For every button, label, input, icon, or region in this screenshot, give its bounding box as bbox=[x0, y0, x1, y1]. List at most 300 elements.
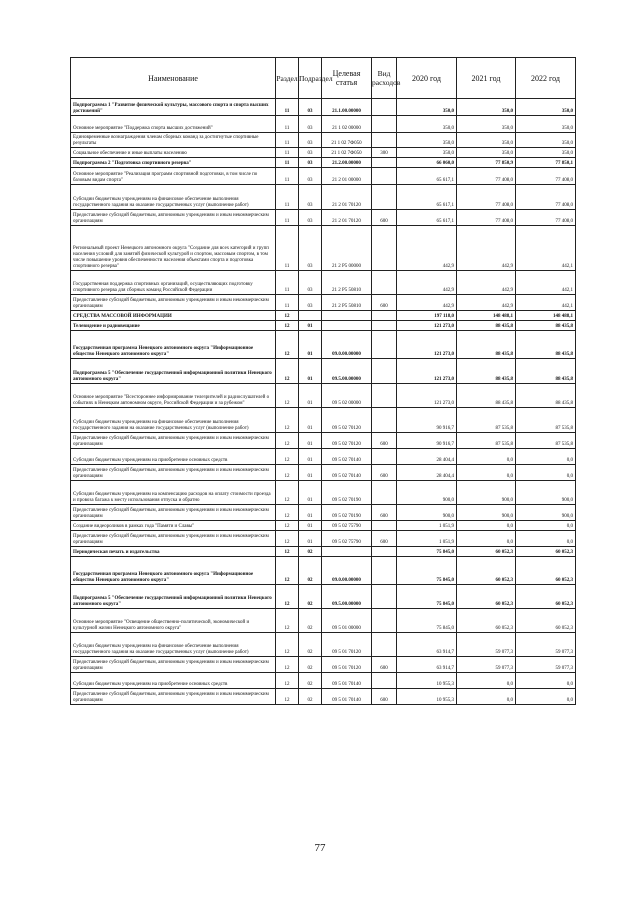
row-expense-type-cell bbox=[372, 633, 397, 657]
row-value-2022: 0,0 bbox=[516, 521, 576, 531]
table-row bbox=[71, 295, 576, 311]
row-expense-type-cell bbox=[372, 331, 397, 359]
row-value-2022: 0,0 bbox=[516, 689, 576, 705]
row-name-cell: Государственная поддержка спортивных организаций, осуществляющих подготовку спортивного резерва для сборных команд Российской Федерации bbox=[71, 271, 276, 295]
row-value-2021: 442,9 bbox=[457, 295, 516, 311]
row-value-2021: 60 052,3 bbox=[457, 547, 516, 557]
row-value-2020: 121 273,0 bbox=[397, 384, 457, 408]
row-value-2022: 442,1 bbox=[516, 226, 576, 271]
row-value-2022: 77 408,0 bbox=[516, 185, 576, 210]
row-value-2022: 77 408,0 bbox=[516, 168, 576, 185]
row-expense-type-cell: 600 bbox=[372, 465, 397, 481]
row-value-2020: 121 273,0 bbox=[397, 331, 457, 359]
row-target-cell: 21.1.00.00000 bbox=[322, 99, 372, 116]
row-name-cell: Социальное обеспечение и иные выплаты населению bbox=[71, 148, 276, 158]
row-value-2021: 60 052,3 bbox=[457, 557, 516, 585]
row-value-2020: 442,9 bbox=[397, 295, 457, 311]
row-subsection-cell: 03 bbox=[299, 185, 322, 210]
row-name-cell: Предоставление субсидий бюджетным, автономным учреждениям и иным некоммерческим организациям bbox=[71, 689, 276, 705]
row-expense-type-cell: 600 bbox=[372, 433, 397, 449]
row-target-cell: 09 5 02 70190 bbox=[322, 481, 372, 505]
row-value-2022: 88 435,8 bbox=[516, 384, 576, 408]
row-section-cell: 11 bbox=[276, 168, 299, 185]
row-section-cell: 12 bbox=[276, 531, 299, 547]
row-value-2021: 442,9 bbox=[457, 271, 516, 295]
row-name-cell: Предоставление субсидий бюджетным, автономным учреждениям и иным некоммерческим организациям bbox=[71, 505, 276, 521]
row-subsection-cell: 03 bbox=[299, 158, 322, 168]
row-expense-type-cell bbox=[372, 408, 397, 433]
row-value-2020: 28 404,4 bbox=[397, 465, 457, 481]
row-target-cell: 09 5 02 70140 bbox=[322, 449, 372, 465]
row-value-2022: 350,0 bbox=[516, 116, 576, 133]
row-value-2020: 63 914,7 bbox=[397, 633, 457, 657]
row-name-cell: Единовременные вознаграждения членам сборных команд за достигнутые спортивные результаты bbox=[71, 133, 276, 148]
row-value-2022: 88 435,8 bbox=[516, 331, 576, 359]
row-value-2020: 90 916,7 bbox=[397, 408, 457, 433]
row-expense-type-cell bbox=[372, 133, 397, 148]
row-subsection-cell: 03 bbox=[299, 226, 322, 271]
row-subsection-cell: 01 bbox=[299, 433, 322, 449]
row-value-2020: 121 273,0 bbox=[397, 359, 457, 384]
row-name-cell: СРЕДСТВА МАССОВОЙ ИНФОРМАЦИИ bbox=[71, 311, 276, 321]
table-row bbox=[71, 148, 576, 158]
table-row bbox=[71, 465, 576, 481]
row-value-2020: 900,0 bbox=[397, 505, 457, 521]
row-value-2022: 0,0 bbox=[516, 465, 576, 481]
row-value-2020: 1 051,9 bbox=[397, 521, 457, 531]
row-subsection-cell: 02 bbox=[299, 585, 322, 609]
row-section-cell: 12 bbox=[276, 609, 299, 633]
row-name-cell: Субсидии бюджетным учреждениям на приобретение основных средств bbox=[71, 673, 276, 689]
row-target-cell bbox=[322, 547, 372, 557]
table-row bbox=[71, 449, 576, 465]
header-section: Раздел bbox=[276, 58, 299, 99]
row-section-cell: 11 bbox=[276, 210, 299, 226]
table-row bbox=[71, 116, 576, 133]
row-expense-type-cell: 600 bbox=[372, 689, 397, 705]
row-expense-type-cell bbox=[372, 99, 397, 116]
row-target-cell: 09 5 01 70120 bbox=[322, 657, 372, 673]
row-target-cell: 21 1 02 7Ф050 bbox=[322, 148, 372, 158]
row-name-cell: Субсидии бюджетным учреждениям на финансовое обеспечение выполнения государственного задания на оказание государственных услуг (выполнение работ) bbox=[71, 408, 276, 433]
row-value-2022: 60 052,3 bbox=[516, 585, 576, 609]
row-subsection-cell bbox=[299, 311, 322, 321]
table-row bbox=[71, 505, 576, 521]
row-subsection-cell: 02 bbox=[299, 633, 322, 657]
row-value-2022: 77 850,1 bbox=[516, 158, 576, 168]
row-subsection-cell: 03 bbox=[299, 133, 322, 148]
row-value-2022: 59 077,3 bbox=[516, 633, 576, 657]
table-row bbox=[71, 271, 576, 295]
row-value-2022: 88 435,8 bbox=[516, 359, 576, 384]
row-target-cell: 09 5 02 75790 bbox=[322, 531, 372, 547]
row-target-cell bbox=[322, 321, 372, 331]
row-value-2020: 65 617,1 bbox=[397, 185, 457, 210]
row-subsection-cell: 01 bbox=[299, 481, 322, 505]
row-value-2022: 59 077,3 bbox=[516, 657, 576, 673]
row-subsection-cell: 02 bbox=[299, 673, 322, 689]
row-value-2021: 0,0 bbox=[457, 673, 516, 689]
table-row bbox=[71, 585, 576, 609]
table-row bbox=[71, 133, 576, 148]
row-expense-type-cell bbox=[372, 585, 397, 609]
row-target-cell: 21 2 Р5 50810 bbox=[322, 271, 372, 295]
header-year-2022: 2022 год bbox=[516, 58, 576, 99]
row-section-cell: 11 bbox=[276, 133, 299, 148]
table-row bbox=[71, 609, 576, 633]
row-subsection-cell: 03 bbox=[299, 295, 322, 311]
row-value-2021: 0,0 bbox=[457, 531, 516, 547]
row-name-cell: Субсидии бюджетным учреждениям на приобретение основных средств bbox=[71, 449, 276, 465]
row-name-cell: Предоставление субсидий бюджетным, автономным учреждениям и иным некоммерческим организациям bbox=[71, 295, 276, 311]
table-row bbox=[71, 210, 576, 226]
table-row bbox=[71, 226, 576, 271]
row-subsection-cell: 03 bbox=[299, 99, 322, 116]
row-name-cell: Предоставление субсидий бюджетным, автономным учреждениям и иным некоммерческим организациям bbox=[71, 210, 276, 226]
row-section-cell: 11 bbox=[276, 99, 299, 116]
row-expense-type-cell bbox=[372, 116, 397, 133]
row-target-cell: 09 5 02 00000 bbox=[322, 384, 372, 408]
table-row bbox=[71, 99, 576, 116]
row-subsection-cell: 01 bbox=[299, 359, 322, 384]
row-name-cell: Подпрограмма 1 "Развитие физической культуры, массового спорта и спорта высших достижений" bbox=[71, 99, 276, 116]
row-expense-type-cell bbox=[372, 449, 397, 465]
row-subsection-cell: 02 bbox=[299, 689, 322, 705]
row-section-cell: 12 bbox=[276, 521, 299, 531]
row-subsection-cell: 02 bbox=[299, 657, 322, 673]
row-section-cell: 12 bbox=[276, 505, 299, 521]
row-value-2022: 60 052,3 bbox=[516, 557, 576, 585]
row-subsection-cell: 02 bbox=[299, 547, 322, 557]
row-section-cell: 11 bbox=[276, 158, 299, 168]
row-target-cell: 09 5 01 70120 bbox=[322, 633, 372, 657]
row-name-cell: Государственная программа Ненецкого автономного округа "Информационное общество Ненецкого автономного округа" bbox=[71, 557, 276, 585]
row-expense-type-cell bbox=[372, 481, 397, 505]
row-name-cell: Предоставление субсидий бюджетным, автономным учреждениям и иным некоммерческим организациям bbox=[71, 531, 276, 547]
row-section-cell: 12 bbox=[276, 331, 299, 359]
row-value-2021: 87 535,8 bbox=[457, 408, 516, 433]
row-value-2021: 350,0 bbox=[457, 99, 516, 116]
row-section-cell: 11 bbox=[276, 295, 299, 311]
row-subsection-cell: 03 bbox=[299, 210, 322, 226]
row-value-2020: 442,9 bbox=[397, 226, 457, 271]
row-expense-type-cell bbox=[372, 384, 397, 408]
row-subsection-cell: 01 bbox=[299, 505, 322, 521]
row-expense-type-cell bbox=[372, 547, 397, 557]
row-value-2021: 0,0 bbox=[457, 521, 516, 531]
header-target-article: Целевая статья bbox=[322, 58, 372, 99]
row-expense-type-cell bbox=[372, 311, 397, 321]
row-value-2021: 0,0 bbox=[457, 449, 516, 465]
row-value-2021: 77 850,9 bbox=[457, 158, 516, 168]
row-value-2020: 75 845,0 bbox=[397, 585, 457, 609]
budget-table bbox=[70, 57, 576, 705]
table-row bbox=[71, 481, 576, 505]
row-expense-type-cell: 600 bbox=[372, 505, 397, 521]
row-target-cell: 09.5.00.00000 bbox=[322, 359, 372, 384]
table-row bbox=[71, 557, 576, 585]
row-value-2021: 0,0 bbox=[457, 689, 516, 705]
row-target-cell: 21 2 01 00000 bbox=[322, 168, 372, 185]
row-name-cell: Предоставление субсидий бюджетным, автономным учреждениям и иным некоммерческим организациям bbox=[71, 465, 276, 481]
row-name-cell: Субсидии бюджетным учреждениям на финансовое обеспечение выполнения государственного задания на оказание государственных услуг (выполнение работ) bbox=[71, 633, 276, 657]
row-value-2020: 65 617,1 bbox=[397, 210, 457, 226]
row-expense-type-cell bbox=[372, 185, 397, 210]
row-target-cell: 09 5 02 75790 bbox=[322, 521, 372, 531]
row-name-cell: Предоставление субсидий бюджетным, автономным учреждениям и иным некоммерческим организациям bbox=[71, 433, 276, 449]
row-value-2020: 10 955,3 bbox=[397, 673, 457, 689]
table-row bbox=[71, 547, 576, 557]
row-value-2022: 350,0 bbox=[516, 99, 576, 116]
row-target-cell: 09.0.00.00000 bbox=[322, 331, 372, 359]
row-subsection-cell: 01 bbox=[299, 449, 322, 465]
row-section-cell: 11 bbox=[276, 116, 299, 133]
table-row bbox=[71, 657, 576, 673]
table-row bbox=[71, 168, 576, 185]
row-target-cell: 09 5 01 70140 bbox=[322, 673, 372, 689]
table-row bbox=[71, 185, 576, 210]
row-subsection-cell: 01 bbox=[299, 531, 322, 547]
table-row bbox=[71, 521, 576, 531]
row-value-2020: 121 273,0 bbox=[397, 321, 457, 331]
row-expense-type-cell bbox=[372, 226, 397, 271]
row-section-cell: 11 bbox=[276, 271, 299, 295]
row-value-2022: 60 052,3 bbox=[516, 609, 576, 633]
row-value-2021: 900,0 bbox=[457, 481, 516, 505]
row-expense-type-cell bbox=[372, 359, 397, 384]
row-target-cell: 21 2 Р5 00000 bbox=[322, 226, 372, 271]
row-target-cell: 09 5 01 00000 bbox=[322, 609, 372, 633]
row-value-2020: 75 845,0 bbox=[397, 609, 457, 633]
row-target-cell: 21 2 01 70120 bbox=[322, 185, 372, 210]
row-section-cell: 12 bbox=[276, 321, 299, 331]
row-name-cell: Субсидии бюджетным учреждениям на финансовое обеспечение выполнения государственного задания на оказание государственных услуг (выполнение работ) bbox=[71, 185, 276, 210]
row-value-2020: 65 617,1 bbox=[397, 168, 457, 185]
row-section-cell: 12 bbox=[276, 311, 299, 321]
row-value-2021: 350,0 bbox=[457, 148, 516, 158]
table-row bbox=[71, 311, 576, 321]
row-section-cell: 12 bbox=[276, 689, 299, 705]
row-subsection-cell: 01 bbox=[299, 521, 322, 531]
row-value-2021: 88 435,8 bbox=[457, 359, 516, 384]
table-header-row bbox=[71, 58, 576, 99]
row-name-cell: Создание видеороликов в рамках года "Памяти и Славы" bbox=[71, 521, 276, 531]
row-value-2021: 77 408,0 bbox=[457, 168, 516, 185]
row-value-2021: 900,0 bbox=[457, 505, 516, 521]
row-section-cell: 12 bbox=[276, 481, 299, 505]
row-value-2022: 60 052,3 bbox=[516, 547, 576, 557]
row-value-2022: 77 408,0 bbox=[516, 210, 576, 226]
row-value-2020: 75 845,0 bbox=[397, 557, 457, 585]
row-subsection-cell: 01 bbox=[299, 384, 322, 408]
row-value-2020: 75 845,0 bbox=[397, 547, 457, 557]
row-value-2021: 59 077,3 bbox=[457, 633, 516, 657]
row-expense-type-cell bbox=[372, 271, 397, 295]
row-name-cell: Основное мероприятие "Поддержка спорта высших достижений" bbox=[71, 116, 276, 133]
table-row bbox=[71, 384, 576, 408]
row-expense-type-cell: 600 bbox=[372, 531, 397, 547]
row-name-cell: Субсидии бюджетным учреждениям на компенсацию расходов на оплату стоимости проезда и провоза багажа к месту использования отпуска и обратно bbox=[71, 481, 276, 505]
row-section-cell: 12 bbox=[276, 673, 299, 689]
row-target-cell: 21.2.00.00000 bbox=[322, 158, 372, 168]
row-section-cell: 12 bbox=[276, 465, 299, 481]
header-year-2020: 2020 год bbox=[397, 58, 457, 99]
row-section-cell: 12 bbox=[276, 408, 299, 433]
header-expense-type: Вид расходов bbox=[372, 58, 397, 99]
row-section-cell: 12 bbox=[276, 359, 299, 384]
row-section-cell: 12 bbox=[276, 557, 299, 585]
row-target-cell: 21 2 01 70120 bbox=[322, 210, 372, 226]
row-target-cell: 09 5 02 70120 bbox=[322, 408, 372, 433]
row-value-2022: 442,1 bbox=[516, 271, 576, 295]
row-subsection-cell: 01 bbox=[299, 331, 322, 359]
row-value-2020: 10 955,3 bbox=[397, 689, 457, 705]
row-expense-type-cell bbox=[372, 673, 397, 689]
row-value-2022: 87 535,8 bbox=[516, 433, 576, 449]
header-year-2021: 2021 год bbox=[457, 58, 516, 99]
row-section-cell: 11 bbox=[276, 185, 299, 210]
row-name-cell: Региональный проект Ненецкого автономного округа "Создание для всех категорий и групп населения условий для занятий физической культурой и спортом, массовым спортом, в том числе повышение уровня обеспеченности населения объектами спорта и подготовка спортивного резерва" bbox=[71, 226, 276, 271]
table-row bbox=[71, 433, 576, 449]
row-value-2021: 0,0 bbox=[457, 465, 516, 481]
row-value-2022: 87 535,8 bbox=[516, 408, 576, 433]
row-value-2020: 197 118,0 bbox=[397, 311, 457, 321]
row-subsection-cell: 03 bbox=[299, 271, 322, 295]
row-value-2022: 350,0 bbox=[516, 133, 576, 148]
row-expense-type-cell: 600 bbox=[372, 657, 397, 673]
header-subsection: Подраздел bbox=[299, 58, 322, 99]
table-row bbox=[71, 408, 576, 433]
row-expense-type-cell bbox=[372, 158, 397, 168]
row-subsection-cell: 02 bbox=[299, 557, 322, 585]
row-section-cell: 12 bbox=[276, 585, 299, 609]
row-value-2021: 350,0 bbox=[457, 116, 516, 133]
row-expense-type-cell bbox=[372, 521, 397, 531]
row-value-2021: 87 535,8 bbox=[457, 433, 516, 449]
row-value-2021: 148 488,1 bbox=[457, 311, 516, 321]
row-name-cell: Периодическая печать и издательства bbox=[71, 547, 276, 557]
row-subsection-cell: 01 bbox=[299, 465, 322, 481]
row-expense-type-cell: 600 bbox=[372, 295, 397, 311]
row-value-2022: 900,0 bbox=[516, 505, 576, 521]
row-expense-type-cell: 600 bbox=[372, 210, 397, 226]
row-target-cell: 09.0.00.00000 bbox=[322, 557, 372, 585]
row-value-2021: 350,0 bbox=[457, 133, 516, 148]
row-name-cell: Основное мероприятие "Освещение общественно-политической, экономической и культурной жизни Ненецкого автономного округа" bbox=[71, 609, 276, 633]
row-section-cell: 11 bbox=[276, 148, 299, 158]
table-row bbox=[71, 158, 576, 168]
row-section-cell: 12 bbox=[276, 547, 299, 557]
row-target-cell: 09 5 02 70140 bbox=[322, 465, 372, 481]
table-row bbox=[71, 633, 576, 657]
row-value-2021: 88 435,8 bbox=[457, 321, 516, 331]
row-expense-type-cell: 300 bbox=[372, 148, 397, 158]
page-number: 77 bbox=[314, 842, 326, 854]
row-value-2020: 63 914,7 bbox=[397, 657, 457, 673]
row-subsection-cell: 03 bbox=[299, 116, 322, 133]
row-value-2022: 442,1 bbox=[516, 295, 576, 311]
row-value-2022: 350,0 bbox=[516, 148, 576, 158]
row-name-cell: Подпрограмма 2 "Подготовка спортивного резерва" bbox=[71, 158, 276, 168]
row-value-2021: 77 408,0 bbox=[457, 210, 516, 226]
row-subsection-cell: 02 bbox=[299, 609, 322, 633]
row-value-2020: 28 404,4 bbox=[397, 449, 457, 465]
row-name-cell: Предоставление субсидий бюджетным, автономным учреждениям и иным некоммерческим организациям bbox=[71, 657, 276, 673]
row-value-2020: 350,0 bbox=[397, 133, 457, 148]
row-subsection-cell: 01 bbox=[299, 321, 322, 331]
table-row bbox=[71, 331, 576, 359]
row-name-cell: Подпрограмма 5 "Обеспечение государственной информационной политики Ненецкого автономного округа" bbox=[71, 585, 276, 609]
row-value-2021: 88 435,8 bbox=[457, 331, 516, 359]
table-row bbox=[71, 673, 576, 689]
row-target-cell: 09.5.00.00000 bbox=[322, 585, 372, 609]
row-value-2022: 0,0 bbox=[516, 673, 576, 689]
row-target-cell: 09 5 01 70140 bbox=[322, 689, 372, 705]
row-target-cell: 21 2 Р5 50810 bbox=[322, 295, 372, 311]
row-section-cell: 12 bbox=[276, 633, 299, 657]
row-target-cell: 21 1 02 00000 bbox=[322, 116, 372, 133]
row-value-2022: 148 488,1 bbox=[516, 311, 576, 321]
row-value-2020: 442,9 bbox=[397, 271, 457, 295]
header-name: Наименование bbox=[71, 58, 276, 99]
table-body bbox=[71, 99, 576, 705]
row-subsection-cell: 03 bbox=[299, 168, 322, 185]
row-value-2021: 60 052,3 bbox=[457, 585, 516, 609]
row-name-cell: Основное мероприятие "Всестороннее информирование телезрителей и радиослушателей о событиях в Ненецком автономном округе, Российской Федерации и за рубежом" bbox=[71, 384, 276, 408]
row-target-cell: 21 1 02 7Ф050 bbox=[322, 133, 372, 148]
row-target-cell: 09 5 02 70190 bbox=[322, 505, 372, 521]
row-value-2020: 350,0 bbox=[397, 99, 457, 116]
row-value-2021: 60 052,3 bbox=[457, 609, 516, 633]
row-value-2022: 0,0 bbox=[516, 449, 576, 465]
row-value-2021: 59 077,3 bbox=[457, 657, 516, 673]
row-expense-type-cell bbox=[372, 609, 397, 633]
row-name-cell: Подпрограмма 5 "Обеспечение государственной информационной политики Ненецкого автономного округа" bbox=[71, 359, 276, 384]
row-value-2022: 88 435,8 bbox=[516, 321, 576, 331]
table-row bbox=[71, 689, 576, 705]
row-target-cell bbox=[322, 311, 372, 321]
row-value-2022: 900,0 bbox=[516, 481, 576, 505]
row-value-2021: 88 435,8 bbox=[457, 384, 516, 408]
row-value-2020: 90 916,7 bbox=[397, 433, 457, 449]
row-section-cell: 12 bbox=[276, 433, 299, 449]
row-value-2020: 350,0 bbox=[397, 148, 457, 158]
row-subsection-cell: 03 bbox=[299, 148, 322, 158]
row-value-2020: 350,0 bbox=[397, 116, 457, 133]
row-name-cell: Государственная программа Ненецкого автономного округа "Информационное общество Ненецкого автономного округа" bbox=[71, 331, 276, 359]
row-section-cell: 12 bbox=[276, 657, 299, 673]
row-name-cell: Телевидение и радиовещание bbox=[71, 321, 276, 331]
row-expense-type-cell bbox=[372, 321, 397, 331]
row-expense-type-cell bbox=[372, 168, 397, 185]
table-row bbox=[71, 359, 576, 384]
row-value-2020: 1 051,9 bbox=[397, 531, 457, 547]
row-expense-type-cell bbox=[372, 557, 397, 585]
row-section-cell: 11 bbox=[276, 226, 299, 271]
row-value-2020: 900,0 bbox=[397, 481, 457, 505]
row-value-2022: 0,0 bbox=[516, 531, 576, 547]
row-value-2020: 66 060,0 bbox=[397, 158, 457, 168]
row-value-2021: 442,9 bbox=[457, 226, 516, 271]
table-row bbox=[71, 531, 576, 547]
row-subsection-cell: 01 bbox=[299, 408, 322, 433]
row-name-cell: Основное мероприятие "Реализация программ спортивной подготовки, в том числе по базовым видам спорта" bbox=[71, 168, 276, 185]
row-value-2021: 77 408,0 bbox=[457, 185, 516, 210]
row-section-cell: 12 bbox=[276, 449, 299, 465]
table-row bbox=[71, 321, 576, 331]
row-target-cell: 09 5 02 70120 bbox=[322, 433, 372, 449]
row-section-cell: 12 bbox=[276, 384, 299, 408]
